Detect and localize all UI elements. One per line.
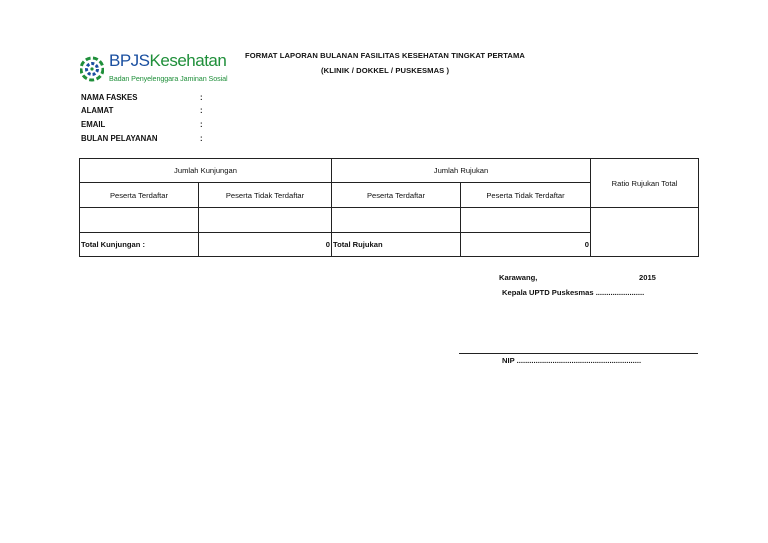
table-row <box>80 208 699 233</box>
signature-nip: NIP ........................................................... <box>502 356 642 365</box>
total-rujukan-label: Total Rujukan <box>332 233 461 257</box>
bpjs-logo <box>80 51 228 88</box>
field-nama-faskes-label: NAMA FASKES <box>81 93 138 102</box>
total-kunjungan-value: 0 <box>199 233 332 257</box>
brand-tagline: Badan Penyelenggara Jaminan Sosial <box>109 74 228 83</box>
total-rujukan-value: 0 <box>461 233 591 257</box>
field-colon: : <box>200 120 203 129</box>
input-cell[interactable] <box>199 208 332 233</box>
input-cell[interactable] <box>332 208 461 233</box>
field-colon: : <box>200 134 203 143</box>
brand-name <box>109 52 226 71</box>
subheader-peserta-terdaftar: Peserta Terdaftar <box>332 183 461 208</box>
report-subtitle: (KLINIK / DOKKEL / PUSKESMAS ) <box>321 66 450 75</box>
input-cell[interactable] <box>461 208 591 233</box>
signature-year: 2015 <box>639 273 656 282</box>
bpjs-logo-icon <box>80 52 104 86</box>
field-bulan-pelayanan-label: BULAN PELAYANAN <box>81 134 158 143</box>
total-kunjungan-label: Total Kunjungan : <box>80 233 199 257</box>
header-jumlah-kunjungan: Jumlah Kunjungan <box>80 159 332 183</box>
subheader-peserta-tidak-terdaftar: Peserta Tidak Terdaftar <box>461 183 591 208</box>
signature-place: Karawang, <box>499 273 538 282</box>
report-title: FORMAT LAPORAN BULANAN FASILITAS KESEHATAN TINGKAT PERTAMA <box>245 51 525 60</box>
field-alamat-label: ALAMAT <box>81 106 114 115</box>
ratio-value-cell[interactable] <box>591 208 699 257</box>
field-colon: : <box>200 93 203 102</box>
subheader-peserta-terdaftar: Peserta Terdaftar <box>80 183 199 208</box>
subheader-peserta-tidak-terdaftar: Peserta Tidak Terdaftar <box>199 183 332 208</box>
report-table <box>79 158 699 257</box>
table-row <box>80 159 699 183</box>
header-ratio-rujukan-total: Ratio Rujukan Total <box>591 159 699 208</box>
brand-kesehatan: Kesehatan <box>149 51 227 70</box>
header-jumlah-rujukan: Jumlah Rujukan <box>332 159 591 183</box>
input-cell[interactable] <box>80 208 199 233</box>
signature-line <box>459 353 698 354</box>
field-email-label: EMAIL <box>81 120 106 129</box>
brand-bpjs: BPJS <box>109 51 150 70</box>
signature-role: Kepala UPTD Puskesmas ....................... <box>502 288 645 297</box>
field-colon: : <box>200 106 203 115</box>
